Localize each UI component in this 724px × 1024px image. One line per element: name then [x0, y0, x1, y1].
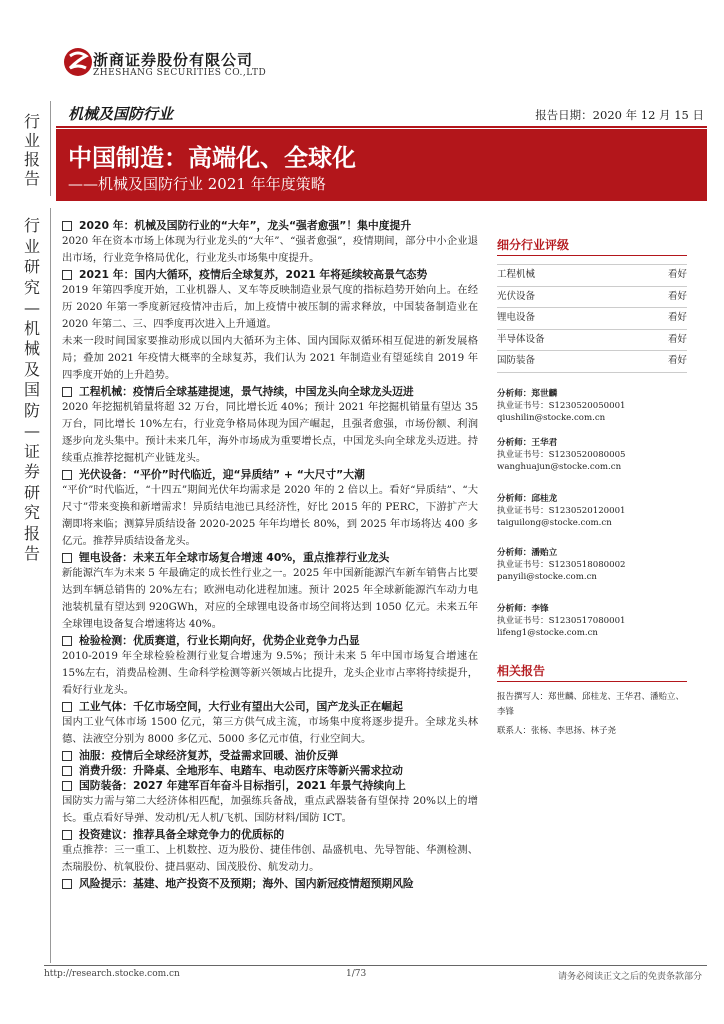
section-risk — [60, 876, 478, 891]
rating-sector: 半导体设备 — [497, 333, 545, 345]
section-body: 2010-2019 年全球检验检测行业复合增速为 9.5%；预计未来 5 年中国市场复合增速在 15%左右，消费品检测、生命科学检测等新兴领域占比提升，龙头企业市占率将持续提升，看好行业龙头。 — [62, 650, 478, 696]
checkbox-bullet-icon — [62, 766, 72, 776]
section-heading: 油服：疫情后全球经济复苏，受益需求回暖、油价反弹 — [79, 749, 339, 762]
rating-row — [497, 351, 687, 373]
rating-row — [497, 264, 687, 287]
rating-title: 细分行业评级 — [497, 236, 687, 256]
footer-rule — [44, 965, 707, 966]
section-heading: 光伏设备：“平价”时代临近，迎“异质结” + “大尺寸”大潮 — [79, 468, 365, 481]
section-2020 — [60, 218, 478, 267]
section-consumer-upgrade — [60, 763, 478, 778]
analyst-block — [497, 547, 687, 584]
section-heading: 检验检测：优质赛道，行业长期向好，优势企业竞争力凸显 — [79, 634, 360, 647]
section-heading: 风险提示：基建、地产投资不及预期；海外、国内新冠疫情超预期风险 — [79, 877, 414, 890]
analyst-license: 执业证书号：S1230520050001 — [497, 401, 626, 412]
footer-disclaimer: 请务必阅读正文之后的免责条款部分 — [557, 972, 702, 982]
sector-rating-panel — [497, 236, 687, 373]
related-writers: 报告撰写人：郑世麟、邱桂龙、王华君、潘贻立、李锋 — [497, 692, 685, 717]
rating-row — [497, 308, 687, 330]
analyst-block — [497, 493, 687, 530]
section-heading: 投资建议：推荐具备全球竞争力的优质标的 — [79, 828, 285, 841]
header-rule — [56, 126, 707, 128]
analyst-name: 分析师：邱桂龙 — [497, 494, 558, 504]
related-reports-panel — [497, 662, 687, 739]
rating-sector: 光伏设备 — [497, 290, 536, 302]
section-testing — [60, 633, 478, 699]
rating-value: 看好 — [667, 312, 687, 323]
section-2021 — [60, 267, 478, 384]
section-body: “平价”时代临近，“十四五”期间光伏年均需求是 2020 年的 2 倍以上。看好“异质结”、“大尺寸”带来变换和新增需求！异质结电池已具经济性，好比 2015 年的 PERC，下游扩产大潮即将来临；测算异质结设备 2020-2025 年年均增长 80%，到 2025 年市场将达 400 多亿元。推荐异质结设备龙头。 — [62, 484, 478, 547]
section-body: 重点推荐：三一重工、上机数控、迈为股份、捷佳伟创、晶盛机电、先导智能、华测检测、杰瑞股份、杭氧股份、捷昌驱动、国茂股份、航发动力。 — [62, 844, 478, 873]
section-heading: 锂电设备：未来五年全球市场复合增速 40%，重点推荐行业龙头 — [79, 551, 390, 564]
section-heading: 2021 年：国内大循环，疫情后全球复苏，2021 年将延续较高景气态势 — [79, 268, 428, 281]
section-lithium-equipment — [60, 550, 478, 633]
rating-table — [497, 264, 687, 373]
section-heading: 工程机械：疫情后全球基建提速，景气持续，中国龙头向全球龙头迈进 — [79, 385, 414, 398]
analyst-license: 执业证书号：S1230520120001 — [497, 506, 626, 517]
analyst-license: 执业证书号：S1230518080002 — [497, 560, 626, 571]
rating-value: 看好 — [667, 269, 687, 280]
company-name-cn: 浙商证券股份有限公司 — [93, 51, 254, 69]
analyst-email[interactable]: qiushilin@stocke.com.cn — [497, 413, 606, 424]
section-investment — [60, 827, 478, 876]
sector-label: 机械及国防行业 — [68, 105, 174, 123]
side-divider — [50, 101, 51, 196]
checkbox-bullet-icon — [62, 470, 72, 480]
report-subtitle: ——机械及国防行业 2021 年年度策略 — [68, 175, 326, 193]
checkbox-bullet-icon — [62, 830, 72, 840]
section-heading: 2020 年：机械及国防行业的“大年”，龙头“强者愈强”！集中度提升 — [79, 219, 412, 232]
rating-sector: 工程机械 — [497, 269, 536, 280]
section-pv-equipment — [60, 467, 478, 550]
analyst-name: 分析师：王华君 — [497, 438, 558, 448]
analyst-block — [497, 603, 687, 640]
checkbox-bullet-icon — [62, 221, 72, 231]
section-construction-machinery — [60, 384, 478, 467]
analyst-license: 执业证书号：S1230517080001 — [497, 616, 626, 627]
analyst-block — [497, 437, 687, 474]
company-name-en: ZHESHANG SECURITIES CO.,LTD — [93, 68, 267, 78]
analyst-email[interactable]: lifeng1@stocke.com.cn — [497, 628, 598, 639]
related-title: 相关报告 — [497, 662, 687, 682]
rating-sector: 国防装备 — [497, 355, 536, 366]
checkbox-bullet-icon — [62, 781, 72, 791]
section-heading: 消费升级：升降桌、全地形车、电踏车、电动医疗床等新兴需求拉动 — [79, 764, 403, 777]
checkbox-bullet-icon — [62, 387, 72, 397]
checkbox-bullet-icon — [62, 636, 72, 646]
checkbox-bullet-icon — [62, 751, 72, 761]
rating-value: 看好 — [667, 333, 687, 345]
related-contacts: 联系人：张杨、李思扬、林子尧 — [497, 726, 617, 736]
section-heading: 国防装备：2027 年建军百年奋斗目标指引，2021 年景气持续向上 — [79, 779, 406, 792]
section-body: 2020 年挖掘机销量将超 32 万台，同比增长近 40%；预计 2021 年挖掘机销量有望达 35 万台，同比增长 10%左右，行业竞争格局体现为国产崛起，且强者愈强，市场份额、利润逐步向龙头集中。预计未来几年，海外市场成为重要增长点，中国龙头向全球龙头迈进。持续重点推荐挖掘机产业链龙头。 — [62, 401, 478, 464]
section-body: 国防实力需与第二大经济体相匹配，加强练兵备战，重点武器装备有望保持 20%以上的增长。重点看好导弹、发动机/无人机/飞机、国防材料/国防 ICT。 — [62, 795, 478, 824]
rating-sector: 锂电设备 — [497, 312, 536, 323]
footer-url[interactable]: http://research.stocke.com.cn — [44, 969, 180, 979]
analyst-block — [497, 388, 687, 425]
report-title: 中国制造：高端化、全球化 — [68, 144, 356, 172]
section-heading: 工业气体：千亿市场空间，大行业有望出大公司，国产龙头正在崛起 — [79, 700, 403, 713]
analyst-name: 分析师：潘贻立 — [497, 548, 558, 558]
report-date: 报告日期：2020 年 12 月 15 日 — [535, 108, 704, 122]
section-industrial-gas — [60, 699, 478, 748]
rating-row — [497, 287, 687, 309]
analyst-email[interactable]: taiguilong@stocke.com.cn — [497, 518, 612, 529]
analyst-name: 分析师：李锋 — [497, 604, 549, 614]
rating-value: 看好 — [667, 290, 687, 302]
checkbox-bullet-icon — [62, 553, 72, 563]
checkbox-bullet-icon — [62, 879, 72, 889]
section-body: 2019 年第四季度开始，工业机器人、叉车等反映制造业景气度的指标趋势开始向上。在经历 2020 年第一季度新冠疫情冲击后，加上疫情中被压制的需求释放，中国装备制造业在 2020 年第二、三、四季度再次进入上升通道。 未来一段时间国家要推动形成以国内大循环为主体、国内国际双循环相互促进的新发展格局；叠加 2021 年疫情大概率的全球复苏，我们认为 2021 年制造业有望延续自 2019 年四季度开始的上升趋势。 — [62, 284, 478, 381]
rating-row — [497, 330, 687, 352]
section-body: 2020 年在资本市场上体现为行业龙头的“大年”、“强者愈强”，疫情期间，部分中小企业退出市场，行业竞争格局优化，行业龙头市场集中度提升。 — [62, 235, 478, 264]
checkbox-bullet-icon — [62, 270, 72, 280]
section-defense — [60, 778, 478, 827]
section-oilfield — [60, 748, 478, 763]
rating-value: 看好 — [667, 355, 687, 366]
checkbox-bullet-icon — [62, 702, 72, 712]
analyst-email[interactable]: wanghuajun@stocke.com.cn — [497, 462, 622, 473]
section-body: 国内工业气体市场 1500 亿元，第三方供气成主流，市场集中度将逐步提升。全球龙头林德、法液空分别为 8000 多亿元、5000 多亿元市值，行业空间大。 — [62, 716, 478, 745]
side-divider-long — [50, 208, 51, 963]
analyst-email[interactable]: panyili@stocke.com.cn — [497, 572, 597, 583]
analyst-license: 执业证书号：S1230520080005 — [497, 450, 626, 461]
side-label-report-type: 行业报告 — [23, 112, 40, 188]
analyst-name: 分析师：郑世麟 — [497, 389, 558, 399]
page-number: 1/73 — [346, 969, 367, 979]
side-label-category: 行业研究—机械及国防—证券研究报告 — [23, 216, 40, 563]
summary-content — [60, 218, 478, 891]
section-body: 新能源汽车为未来 5 年最确定的成长性行业之一。2025 年中国新能源汽车新车销售占比要达到车辆总销售的 20%左右；欧洲电动化进程加速。预计 2025 年全球新能源汽车动力电池装机量有望达到 920GWh，对应的全球锂电设备市场空间将达到 1050 亿元。未来五年全球锂电设备复合增速将达 40%。 — [62, 567, 478, 630]
